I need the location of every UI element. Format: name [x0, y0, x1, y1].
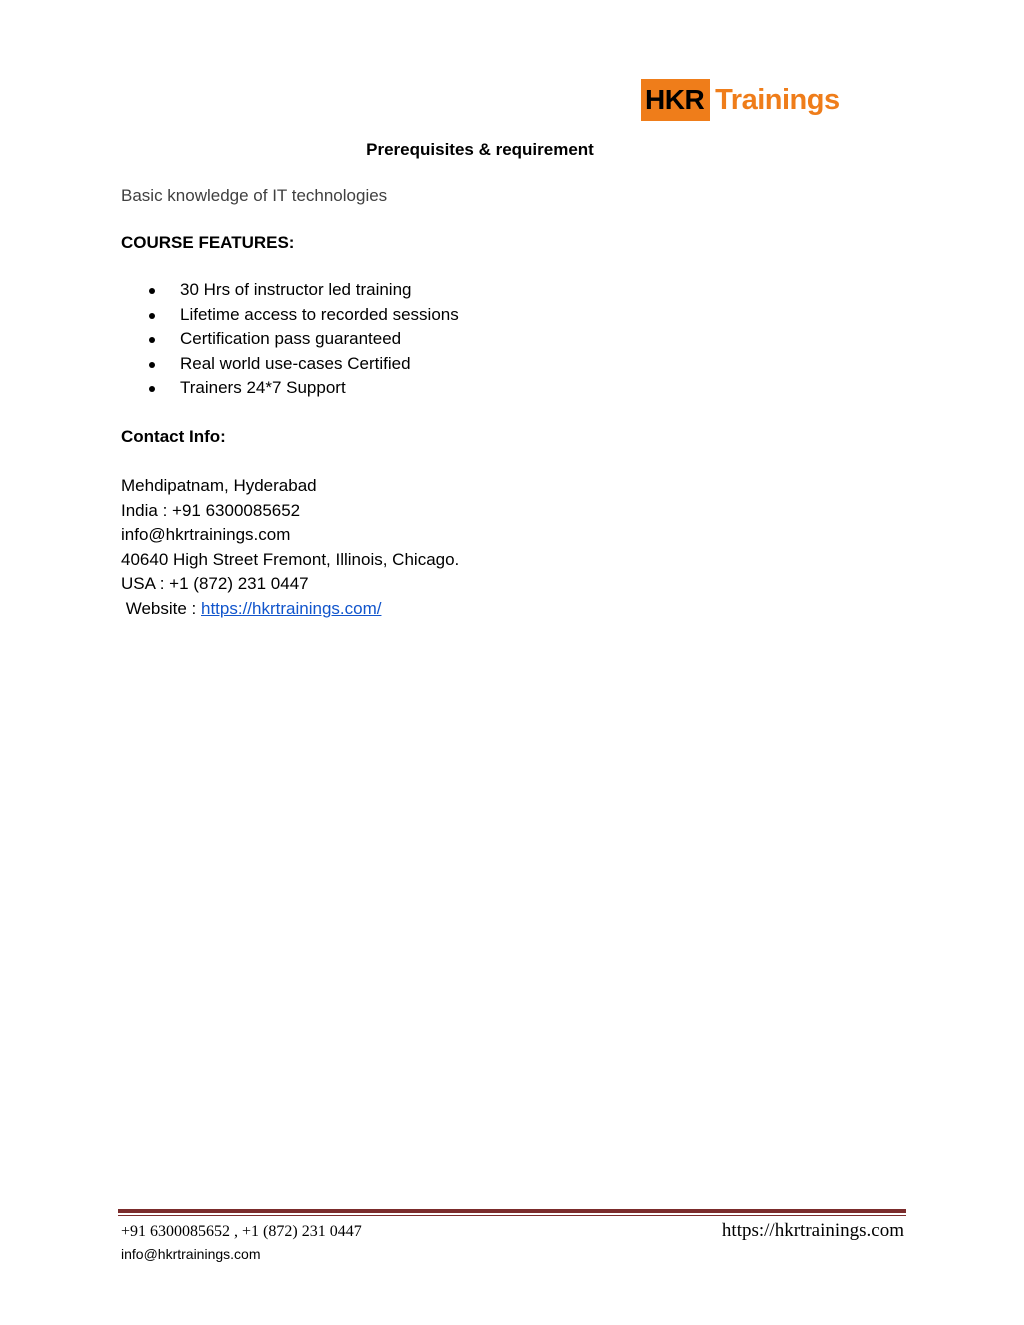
brand-logo [641, 79, 840, 121]
website-link[interactable]: https://hkrtrainings.com/ [201, 598, 382, 618]
contact-line-india-phone: India : +91 6300085652 [121, 500, 301, 520]
features-list [121, 278, 459, 401]
section-title: Prerequisites & requirement [366, 140, 594, 159]
contact-line-address: Mehdipatnam, Hyderabad [121, 476, 317, 495]
list-item [121, 303, 459, 328]
list-item [121, 278, 459, 303]
footer-phones: +91 6300085652 , +1 (872) 231 0447 [121, 1223, 362, 1240]
contact-block [121, 474, 459, 622]
bullet-icon [149, 362, 155, 368]
website-label: Website : [121, 598, 201, 618]
contact-heading: Contact Info: [121, 427, 226, 446]
logo-box-text: HKR [641, 79, 710, 121]
feature-text: Lifetime access to recorded sessions [180, 304, 459, 324]
footer-divider [118, 1209, 906, 1213]
feature-text: Certification pass guaranteed [180, 329, 402, 349]
list-item [121, 376, 459, 401]
contact-line-usa-phone: USA : +1 (872) 231 0447 [121, 574, 309, 594]
footer-email: info@hkrtrainings.com [121, 1246, 261, 1262]
contact-line-website [121, 597, 459, 622]
feature-text: 30 Hrs of instructor led training [180, 280, 412, 299]
list-item [121, 327, 459, 352]
bullet-icon [149, 313, 155, 319]
bullet-icon [149, 337, 155, 343]
feature-text: Real world use-cases Certified [180, 353, 411, 373]
bullet-icon [149, 288, 155, 294]
list-item [121, 352, 459, 377]
footer-divider-thin [118, 1215, 906, 1216]
contact-line-email: info@hkrtrainings.com [121, 525, 291, 545]
logo-text: Trainings [715, 84, 840, 116]
footer-site: https://hkrtrainings.com [721, 1220, 904, 1241]
prerequisite-text: Basic knowledge of IT technologies [121, 186, 388, 205]
bullet-icon [149, 386, 155, 392]
features-heading: COURSE FEATURES: [121, 233, 295, 252]
contact-line-us-address: 40640 High Street Fremont, Illinois, Chicago. [121, 549, 460, 569]
feature-text: Trainers 24*7 Support [180, 378, 346, 398]
